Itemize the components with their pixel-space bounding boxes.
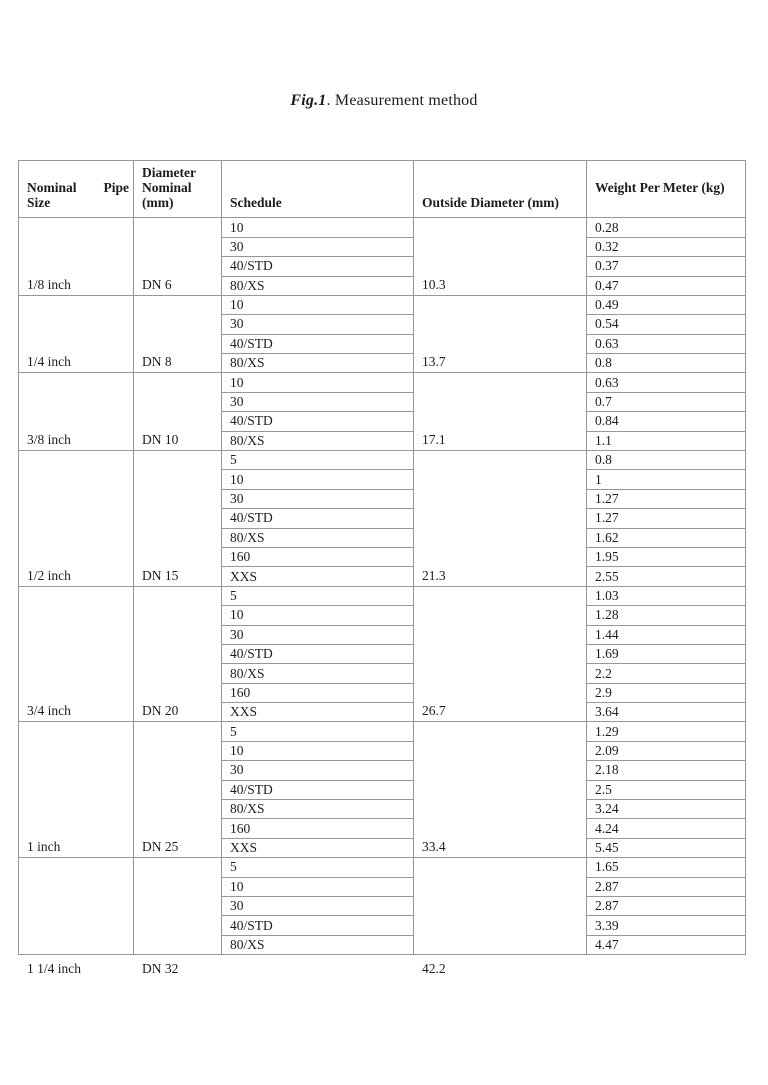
table-row bbox=[19, 586, 746, 605]
weight-cell: 0.49 bbox=[587, 295, 746, 314]
pipe-schedule-table bbox=[18, 160, 746, 955]
weight-cell: 3.64 bbox=[587, 703, 746, 722]
weight-cell: 0.63 bbox=[587, 373, 746, 392]
weight-cell: 0.84 bbox=[587, 412, 746, 431]
schedule-cell: 10 bbox=[222, 741, 414, 760]
schedule-cell: 30 bbox=[222, 315, 414, 334]
weight-cell: 5.45 bbox=[587, 838, 746, 857]
figure-caption bbox=[0, 92, 768, 110]
schedule-cell: 10 bbox=[222, 606, 414, 625]
schedule-cell: 80/XS bbox=[222, 528, 414, 547]
weight-cell: 2.9 bbox=[587, 683, 746, 702]
schedule-cell: 80/XS bbox=[222, 935, 414, 954]
schedule-cell: 80/XS bbox=[222, 354, 414, 373]
table-row bbox=[19, 858, 746, 877]
diameter-nominal-cell bbox=[134, 858, 222, 955]
weight-cell: 0.7 bbox=[587, 392, 746, 411]
schedule-cell: 40/STD bbox=[222, 780, 414, 799]
diameter-nominal-cell: DN 15 bbox=[134, 451, 222, 587]
diameter-nominal-cell: DN 6 bbox=[134, 218, 222, 296]
weight-cell: 1.44 bbox=[587, 625, 746, 644]
weight-cell: 4.47 bbox=[587, 935, 746, 954]
col-header-weight-per-meter: Weight Per Meter (kg) bbox=[587, 161, 746, 218]
outside-diameter-cell: 10.3 bbox=[414, 218, 587, 296]
schedule-cell: 80/XS bbox=[222, 664, 414, 683]
weight-cell: 2.09 bbox=[587, 741, 746, 760]
weight-cell: 2.87 bbox=[587, 897, 746, 916]
schedule-cell: 5 bbox=[222, 586, 414, 605]
table-area bbox=[18, 160, 745, 981]
schedule-cell: 160 bbox=[222, 683, 414, 702]
col-header-nominal-pipe-size: Nominal Pipe Size bbox=[19, 161, 134, 218]
schedule-cell: 80/XS bbox=[222, 800, 414, 819]
table-row bbox=[19, 451, 746, 470]
schedule-cell: 160 bbox=[222, 819, 414, 838]
weight-cell: 1.27 bbox=[587, 489, 746, 508]
outside-diameter-cell bbox=[414, 858, 587, 955]
schedule-cell: 10 bbox=[222, 218, 414, 237]
weight-cell: 2.55 bbox=[587, 567, 746, 586]
overflow-outside-diameter: 42.2 bbox=[422, 961, 446, 977]
figure-caption-label: Fig.1 bbox=[290, 92, 327, 109]
weight-cell: 0.54 bbox=[587, 315, 746, 334]
diameter-nominal-cell: DN 25 bbox=[134, 722, 222, 858]
weight-cell: 1.1 bbox=[587, 431, 746, 450]
nominal-pipe-size-cell bbox=[19, 858, 134, 955]
weight-cell: 1.28 bbox=[587, 606, 746, 625]
outside-diameter-cell: 21.3 bbox=[414, 451, 587, 587]
weight-cell: 2.2 bbox=[587, 664, 746, 683]
schedule-cell: 40/STD bbox=[222, 412, 414, 431]
weight-cell: 1.95 bbox=[587, 547, 746, 566]
outside-diameter-cell: 17.1 bbox=[414, 373, 587, 451]
col-header-schedule: Schedule bbox=[222, 161, 414, 218]
schedule-cell: 30 bbox=[222, 897, 414, 916]
nominal-pipe-size-cell: 1/8 inch bbox=[19, 218, 134, 296]
outside-diameter-cell: 33.4 bbox=[414, 722, 587, 858]
weight-cell: 1.03 bbox=[587, 586, 746, 605]
schedule-cell: 80/XS bbox=[222, 276, 414, 295]
diameter-nominal-cell: DN 8 bbox=[134, 295, 222, 373]
schedule-cell: 30 bbox=[222, 237, 414, 256]
schedule-cell: 30 bbox=[222, 489, 414, 508]
weight-cell: 3.39 bbox=[587, 916, 746, 935]
weight-cell: 0.8 bbox=[587, 354, 746, 373]
nominal-pipe-size-cell: 1/4 inch bbox=[19, 295, 134, 373]
col-header-diameter-nominal: Diameter Nominal (mm) bbox=[134, 161, 222, 218]
schedule-cell: 40/STD bbox=[222, 334, 414, 353]
weight-cell: 0.32 bbox=[587, 237, 746, 256]
schedule-cell: 40/STD bbox=[222, 916, 414, 935]
table-row bbox=[19, 722, 746, 741]
weight-cell: 2.5 bbox=[587, 780, 746, 799]
weight-cell: 0.37 bbox=[587, 257, 746, 276]
weight-cell: 4.24 bbox=[587, 819, 746, 838]
schedule-cell: 5 bbox=[222, 451, 414, 470]
schedule-cell: 40/STD bbox=[222, 509, 414, 528]
schedule-cell: 5 bbox=[222, 722, 414, 741]
schedule-cell: 80/XS bbox=[222, 431, 414, 450]
table-row bbox=[19, 218, 746, 237]
header-row bbox=[19, 161, 746, 218]
nominal-pipe-size-cell: 3/8 inch bbox=[19, 373, 134, 451]
outside-diameter-cell: 13.7 bbox=[414, 295, 587, 373]
weight-cell: 1.29 bbox=[587, 722, 746, 741]
overflow-nominal-pipe-size: 1 1/4 inch bbox=[27, 961, 81, 977]
schedule-cell: 10 bbox=[222, 877, 414, 896]
outside-diameter-cell: 26.7 bbox=[414, 586, 587, 722]
overflow-diameter-nominal: DN 32 bbox=[142, 961, 179, 977]
weight-cell: 1.69 bbox=[587, 644, 746, 663]
schedule-cell: 40/STD bbox=[222, 644, 414, 663]
nominal-pipe-size-cell: 1 inch bbox=[19, 722, 134, 858]
schedule-cell: 30 bbox=[222, 392, 414, 411]
weight-cell: 1 bbox=[587, 470, 746, 489]
diameter-nominal-cell: DN 20 bbox=[134, 586, 222, 722]
weight-cell: 1.65 bbox=[587, 858, 746, 877]
schedule-cell: 5 bbox=[222, 858, 414, 877]
table-continuation-row bbox=[18, 959, 745, 981]
schedule-cell: 40/STD bbox=[222, 257, 414, 276]
weight-cell: 1.27 bbox=[587, 509, 746, 528]
weight-cell: 0.28 bbox=[587, 218, 746, 237]
weight-cell: 3.24 bbox=[587, 800, 746, 819]
nominal-pipe-size-cell: 1/2 inch bbox=[19, 451, 134, 587]
col-header-outside-diameter: Outside Diameter (mm) bbox=[414, 161, 587, 218]
schedule-cell: XXS bbox=[222, 838, 414, 857]
table-row bbox=[19, 295, 746, 314]
weight-cell: 0.47 bbox=[587, 276, 746, 295]
weight-cell: 1.62 bbox=[587, 528, 746, 547]
schedule-cell: 30 bbox=[222, 761, 414, 780]
schedule-cell: XXS bbox=[222, 567, 414, 586]
schedule-cell: 10 bbox=[222, 295, 414, 314]
table-row bbox=[19, 373, 746, 392]
schedule-cell: 10 bbox=[222, 470, 414, 489]
weight-cell: 2.18 bbox=[587, 761, 746, 780]
schedule-cell: 10 bbox=[222, 373, 414, 392]
schedule-cell: XXS bbox=[222, 703, 414, 722]
schedule-cell: 30 bbox=[222, 625, 414, 644]
weight-cell: 2.87 bbox=[587, 877, 746, 896]
weight-cell: 0.8 bbox=[587, 451, 746, 470]
nominal-pipe-size-cell: 3/4 inch bbox=[19, 586, 134, 722]
figure-caption-text: . Measurement method bbox=[326, 92, 478, 109]
weight-cell: 0.63 bbox=[587, 334, 746, 353]
diameter-nominal-cell: DN 10 bbox=[134, 373, 222, 451]
schedule-cell: 160 bbox=[222, 547, 414, 566]
